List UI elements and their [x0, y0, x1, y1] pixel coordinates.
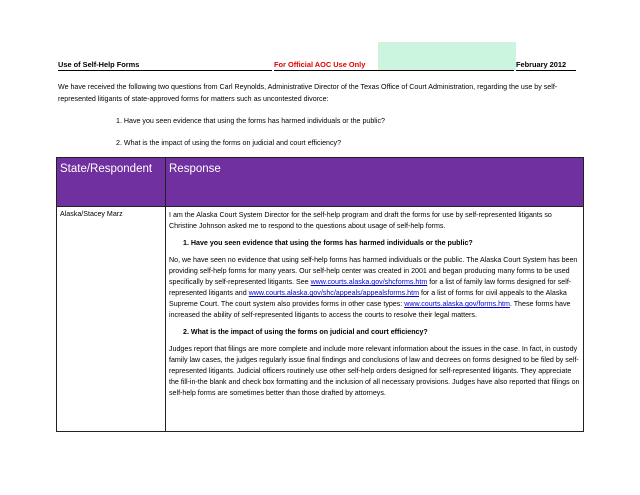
header-date: February 2012: [516, 60, 576, 71]
response-cell: [169, 210, 581, 405]
question-2: 2. What is the impact of using the forms on judicial and court efficiency?: [116, 139, 342, 147]
answer-1-text-c: for a list of forms for civil appeals to the Alaska Supreme Court. The court system also provides forms in other case types:: [169, 289, 567, 308]
table-header-row: [57, 158, 583, 206]
answer-1-text-a: No, we have seen no evidence that using self-help forms has harmed individuals or the public. The Alaska Court System has been providing self-help forms for many years. Our self-help center was created in 2001 and began producing many forms to be used specifically by self-represented litigants. See: [169, 256, 578, 286]
header-title: Use of Self-Help Forms: [58, 60, 272, 71]
intro-paragraph: We have received the following two questions from Carl Reynolds, Administrative Director of the Texas Office of Court Administration, regarding the use by self-represented litigants of state-approved forms for matters such as uncontested divorce:: [58, 83, 558, 103]
answer-1-text-d: . These forms have increased the ability of self-represented litigants to access the courts to resolve their legal matters.: [169, 300, 571, 319]
link-shcforms[interactable]: www.courts.alaska.gov/shcforms.htm: [310, 278, 428, 286]
answer-1-text-b: for a list of family law forms designed for self-represented litigants and: [169, 278, 572, 297]
response-intro: I am the Alaska Court System Director for the self-help program and draft the forms for use by self-represented litigants so Christine Johnson asked me to respond to the questions about usage of self-help forms.: [169, 211, 552, 230]
column-header-response: Response: [169, 163, 221, 175]
column-divider: [165, 158, 166, 431]
question-1: 1. Have you seen evidence that using the forms has harmed individuals or the public?: [116, 117, 385, 125]
column-header-respondent: State/Respondent: [60, 163, 153, 175]
response-question-2: 2. What is the impact of using the forms on judicial and court efficiency?: [183, 328, 428, 336]
link-forms[interactable]: www.courts.alaska.gov/forms.htm: [404, 300, 510, 308]
response-question-1: 1. Have you seen evidence that using the forms has harmed individuals or the public?: [183, 239, 473, 247]
response-answer-1: [169, 255, 581, 321]
link-appealsforms[interactable]: www.courts.alaska.gov/shc/appeals/appealsforms.htm: [248, 289, 420, 297]
response-answer-2: Judges report that filings are more complete and include more relevant information about the issues in the case. In fact, in custody family law cases, the judges regularly issue final findings and conclusions of law and decrees on forms designed to be filed by self-represented litigants. Judicial officers routinely use other self-help orders designed for self-represented litigants. They appreciate the fill-in-the blank and check box formatting and the inclusion of all necessary provisions. Judges have also reported that filings on self-help forms are sometimes better than those drafted by attorneys.: [169, 345, 580, 397]
row-divider: [57, 206, 583, 207]
header-classification: For Official AOC Use Only: [274, 60, 514, 71]
response-table: [56, 157, 584, 432]
respondent-cell: Alaska/Stacey Marz: [60, 210, 123, 218]
